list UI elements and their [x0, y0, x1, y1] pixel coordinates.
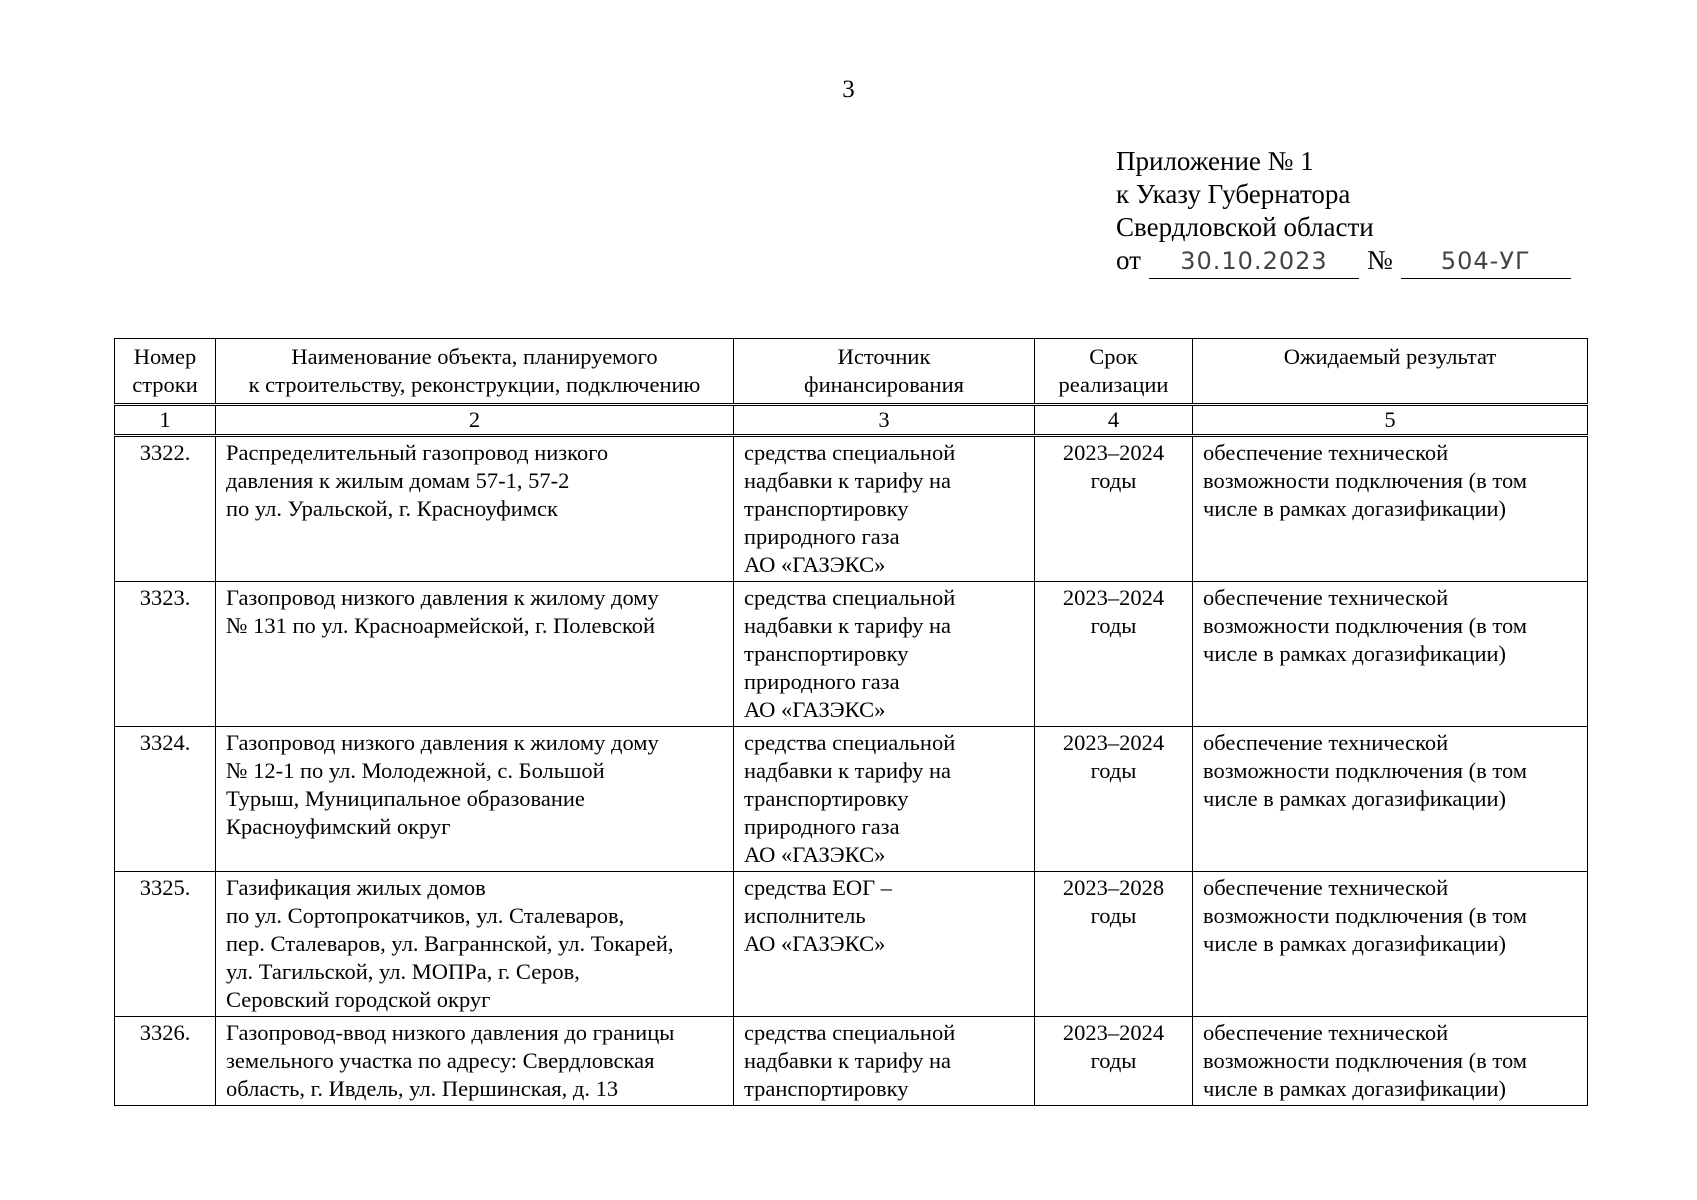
- header-funding-source: Источник финансирования: [734, 339, 1035, 405]
- row-number: 3324.: [115, 727, 216, 872]
- column-number: 2: [216, 405, 734, 436]
- column-number-row: [115, 405, 1588, 436]
- table-row: [115, 872, 1588, 1017]
- appendix-block: [1116, 145, 1571, 279]
- number-prefix: №: [1366, 245, 1393, 275]
- row-number: 3323.: [115, 582, 216, 727]
- expected-result: обеспечение технической возможности подключения (в том числе в рамках догазификации): [1193, 1017, 1588, 1106]
- expected-result: обеспечение технической возможности подключения (в том числе в рамках догазификации): [1193, 582, 1588, 727]
- appendix-region-line: Свердловской области: [1116, 212, 1374, 242]
- funding-source: средства специальной надбавки к тарифу на транспортировку природного газа АО «ГАЗЭКС»: [734, 727, 1035, 872]
- expected-result: обеспечение технической возможности подключения (в том числе в рамках догазификации): [1193, 436, 1588, 582]
- page-number: 3: [842, 76, 855, 103]
- term: 2023–2024 годы: [1035, 1017, 1193, 1106]
- table-row: [115, 582, 1588, 727]
- column-number: 4: [1035, 405, 1193, 436]
- funding-source: средства специальной надбавки к тарифу на транспортировку природного газа АО «ГАЗЭКС»: [734, 436, 1035, 582]
- column-number: 1: [115, 405, 216, 436]
- term: 2023–2024 годы: [1035, 727, 1193, 872]
- header-row-number: Номер строки: [115, 339, 216, 405]
- row-number: 3325.: [115, 872, 216, 1017]
- header-expected-result: Ожидаемый результат: [1193, 339, 1588, 405]
- objects-table: [114, 338, 1588, 1106]
- table-header-row: [115, 339, 1588, 405]
- header-term: Срок реализации: [1035, 339, 1193, 405]
- term: 2023–2024 годы: [1035, 436, 1193, 582]
- appendix-decree-line: к Указу Губернатора: [1116, 179, 1351, 209]
- decree-date-number-line: [1116, 244, 1571, 279]
- expected-result: обеспечение технической возможности подключения (в том числе в рамках догазификации): [1193, 727, 1588, 872]
- funding-source: средства специальной надбавки к тарифу на транспортировку природного газа АО «ГАЗЭКС»: [734, 582, 1035, 727]
- object-name: Газопровод-ввод низкого давления до границы земельного участка по адресу: Свердловская область, г. Ивдель, ул. Першинская, д. 13: [216, 1017, 734, 1106]
- term: 2023–2028 годы: [1035, 872, 1193, 1017]
- object-name: Газопровод низкого давления к жилому дому № 131 по ул. Красноармейской, г. Полевской: [216, 582, 734, 727]
- expected-result: обеспечение технической возможности подключения (в том числе в рамках догазификации): [1193, 872, 1588, 1017]
- header-object-name: Наименование объекта, планируемого к строительству, реконструкции, подключению: [216, 339, 734, 405]
- table-row: [115, 727, 1588, 872]
- term: 2023–2024 годы: [1035, 582, 1193, 727]
- row-number: 3322.: [115, 436, 216, 582]
- column-number: 5: [1193, 405, 1588, 436]
- funding-source: средства специальной надбавки к тарифу на транспортировку: [734, 1017, 1035, 1106]
- column-number: 3: [734, 405, 1035, 436]
- date-prefix: от: [1116, 245, 1141, 275]
- decree-number-stamp: 504-УГ: [1401, 247, 1571, 279]
- table-row: [115, 436, 1588, 582]
- object-name: Газопровод низкого давления к жилому дому № 12-1 по ул. Молодежной, с. Большой Турыш, Муниципальное образование Красноуфимский округ: [216, 727, 734, 872]
- row-number: 3326.: [115, 1017, 216, 1106]
- funding-source: средства ЕОГ – исполнитель АО «ГАЗЭКС»: [734, 872, 1035, 1017]
- object-name: Распределительный газопровод низкого давления к жилым домам 57-1, 57-2 по ул. Уральской, г. Красноуфимск: [216, 436, 734, 582]
- appendix-title: Приложение № 1: [1116, 146, 1314, 176]
- table-row: [115, 1017, 1588, 1106]
- object-name: Газификация жилых домов по ул. Сортопрокатчиков, ул. Сталеваров, пер. Сталеваров, ул. Ваграннской, ул. Токарей, ул. Тагильской, ул. МОПРа, г. Серов, Серовский городской округ: [216, 872, 734, 1017]
- decree-date-stamp: 30.10.2023: [1149, 247, 1359, 279]
